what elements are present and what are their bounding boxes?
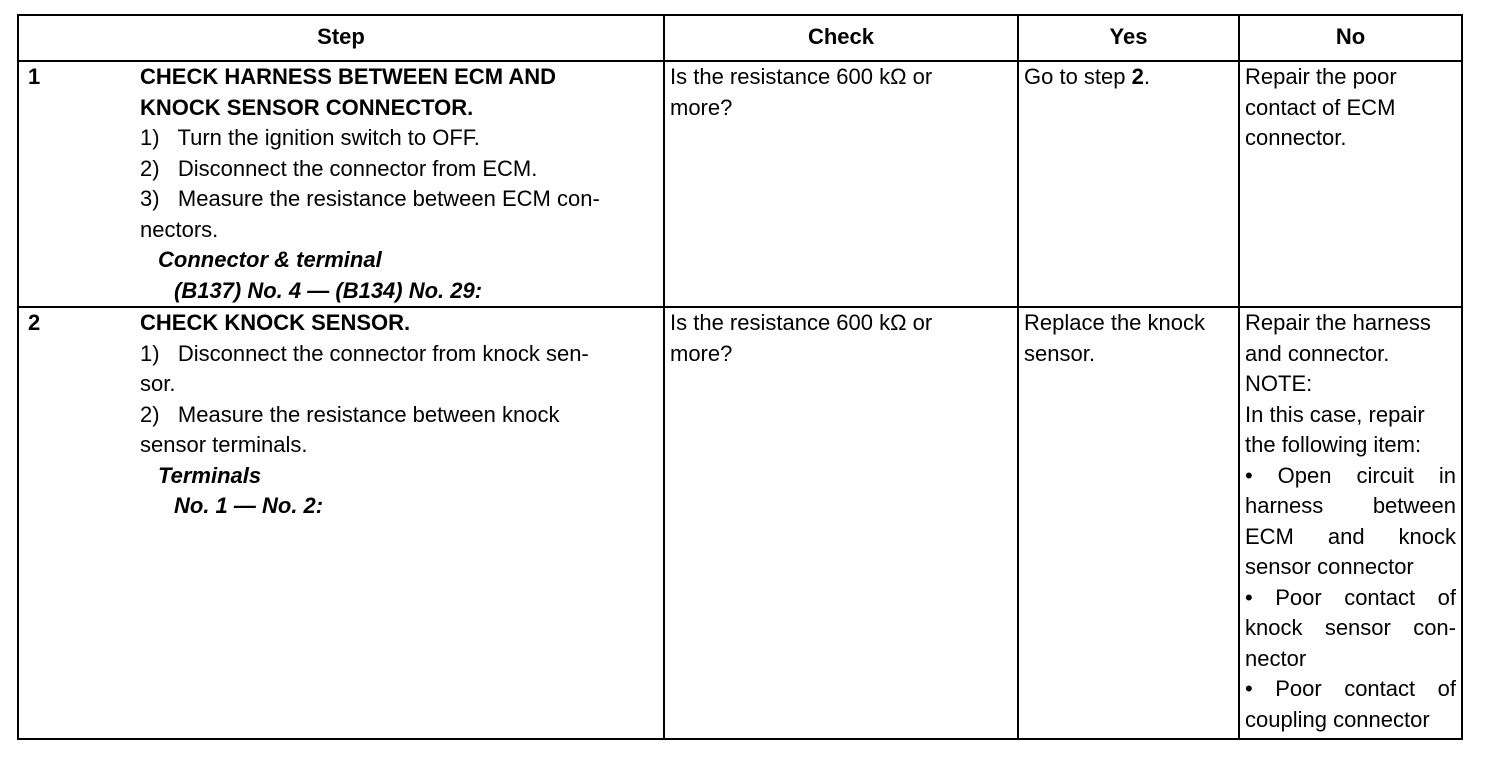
check-line: more? — [670, 340, 733, 366]
no-line: contact of ECM — [1245, 94, 1396, 120]
yes-line — [1024, 62, 1233, 93]
substep-line: 1) Turn the ignition switch to OFF. — [140, 125, 480, 150]
no-line: Repair the poor — [1245, 64, 1397, 89]
spec-value: No. 1 — No. 2: — [174, 493, 324, 518]
no-line: and connector. — [1245, 340, 1390, 366]
substep-line: 2) Measure the resistance between knock — [140, 401, 560, 427]
no-cell — [1239, 307, 1462, 739]
no-line: In this case, repair — [1245, 401, 1425, 427]
yes-prefix: Go to step — [1024, 64, 1132, 89]
diagnostic-table — [17, 14, 1463, 740]
spec-value: (B137) No. 4 — (B134) No. 29: — [174, 277, 483, 303]
no-line: harness between — [1245, 493, 1456, 518]
no-cell — [1239, 61, 1462, 307]
no-line: knock sensor con- — [1245, 615, 1456, 640]
table-row — [18, 307, 1462, 739]
no-line: nector — [1245, 645, 1307, 671]
yes-cell — [1018, 61, 1239, 307]
step-body — [140, 308, 658, 522]
yes-suffix: . — [1143, 64, 1150, 89]
no-line: coupling connector — [1245, 706, 1430, 732]
spec-heading: Connector & terminal — [158, 247, 382, 272]
step-title-line: KNOCK SENSOR CONNECTOR. — [140, 94, 474, 120]
step-title-line: CHECK HARNESS BETWEEN ECM AND — [140, 64, 556, 89]
no-line: • Poor contact of — [1245, 676, 1456, 701]
check-line: Is the resistance 600 kΩ or — [670, 310, 933, 335]
check-line: Is the resistance 600 kΩ or — [670, 64, 933, 89]
check-line: more? — [670, 94, 733, 120]
yes-step-ref: 2 — [1131, 64, 1144, 89]
header-step: Step — [18, 15, 664, 61]
check-cell — [664, 307, 1018, 739]
step-title-line: CHECK KNOCK SENSOR. — [140, 310, 411, 335]
substep-line: nectors. — [140, 216, 219, 242]
yes-line: Replace the knock — [1024, 310, 1205, 335]
check-cell — [664, 61, 1018, 307]
header-no: No — [1239, 15, 1462, 61]
step-number: 2 — [28, 310, 41, 335]
substep-line: 1) Disconnect the connector from knock sen- — [140, 340, 589, 366]
substep-line: 2) Disconnect the connector from ECM. — [140, 155, 538, 181]
table-row — [18, 61, 1462, 307]
no-line: sensor connector — [1245, 554, 1414, 579]
no-line: connector. — [1245, 125, 1347, 150]
step-number: 1 — [28, 64, 41, 89]
substep-line: sor. — [140, 371, 176, 396]
step-cell — [18, 61, 664, 307]
no-line: the following item: — [1245, 432, 1422, 457]
header-check: Check — [664, 15, 1018, 61]
yes-line: sensor. — [1024, 340, 1095, 366]
header-yes: Yes — [1018, 15, 1239, 61]
spec-heading: Terminals — [158, 462, 262, 488]
no-line: NOTE: — [1245, 371, 1313, 396]
no-line: • Open circuit in — [1245, 462, 1456, 488]
substep-line: 3) Measure the resistance between ECM con- — [140, 186, 600, 211]
step-cell — [18, 307, 664, 739]
yes-cell — [1018, 307, 1239, 739]
no-line: ECM and knock — [1245, 523, 1456, 549]
no-line: Repair the harness — [1245, 310, 1431, 335]
no-line: • Poor contact of — [1245, 584, 1456, 610]
header-row — [18, 15, 1462, 61]
step-body — [140, 62, 658, 306]
substep-line: sensor terminals. — [140, 432, 308, 457]
